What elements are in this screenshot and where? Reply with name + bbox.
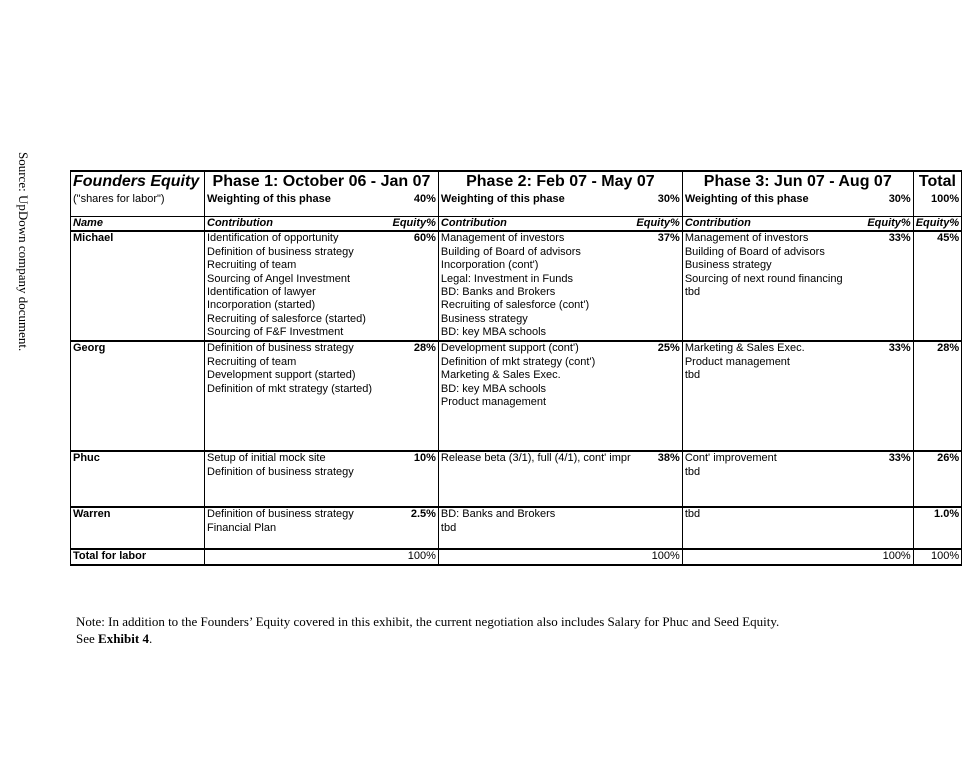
contribution-item: BD: key MBA schools — [440, 382, 547, 395]
col-header-contribution-3: Contribution — [682, 217, 865, 232]
contribution-item: Business strategy — [684, 259, 772, 272]
equity-cell — [865, 507, 913, 549]
contribution-item: Financial Plan — [207, 521, 277, 534]
contribution-item: Incorporation (started) — [207, 299, 316, 312]
row-name: Georg — [71, 341, 205, 451]
contribution-item: Incorporation (cont') — [440, 259, 539, 272]
contribution-item: Building of Board of advisors — [440, 245, 581, 258]
contribution-item: Definition of business strategy — [207, 508, 354, 521]
footnote-line-1: Note: In addition to the Founders’ Equity covered in this exhibit, the current negotiation also includes Salary for Phuc and Seed Equity. — [76, 614, 780, 629]
col-header-contribution-2: Contribution — [438, 217, 634, 232]
contribution-item: Definition of business strategy — [207, 342, 354, 355]
contribution-item: Definition of business strategy — [207, 245, 354, 258]
grand-total-cell: 100% — [913, 549, 961, 564]
source-note: Source: UpDown company document. — [16, 152, 31, 352]
contribution-cell — [205, 507, 391, 549]
equity-cell: 38% — [634, 451, 682, 507]
phase-2-weighting: 30% — [634, 192, 682, 206]
footnote-see: See — [76, 631, 99, 646]
contribution-item: Development support (started) — [207, 369, 356, 382]
equity-cell: 28% — [391, 341, 439, 451]
footnote-line-2 — [76, 630, 936, 647]
contribution-item: Management of investors — [440, 232, 565, 245]
col-header-contribution-1: Contribution — [205, 217, 391, 232]
contribution-item: Recruiting of team — [207, 355, 297, 368]
total-row — [71, 549, 962, 564]
row-name: Phuc — [71, 451, 205, 507]
contribution-item: BD: Banks and Brokers — [440, 508, 556, 521]
total-equity-cell: 45% — [913, 231, 961, 341]
col-header-name: Name — [71, 217, 205, 232]
table-title: Founders Equity — [71, 171, 205, 192]
equity-cell: 33% — [865, 451, 913, 507]
contribution-cell — [438, 231, 634, 341]
total-equity-cell: 28% — [913, 341, 961, 451]
contribution-item: Release beta (3/1), full (4/1), cont' impr — [440, 452, 631, 465]
total-equity-cell: 1.0% — [913, 507, 961, 549]
contribution-cell — [205, 231, 391, 341]
contribution-item: Recruiting of team — [207, 259, 297, 272]
exhibit-reference: Exhibit 4 — [98, 631, 149, 646]
col-header-equity-2: Equity% — [634, 217, 682, 232]
contribution-item: tbd — [684, 369, 701, 382]
equity-cell: 33% — [865, 341, 913, 451]
equity-cell: 10% — [391, 451, 439, 507]
contribution-item: Identification of lawyer — [207, 286, 316, 299]
contribution-item: Business strategy — [440, 312, 528, 325]
footnote-period: . — [148, 631, 153, 646]
contribution-item: tbd — [440, 521, 457, 534]
col-header-equity-total: Equity% — [913, 217, 961, 232]
contribution-item: BD: key MBA schools — [440, 326, 547, 339]
contribution-item: Identification of opportunity — [207, 232, 339, 245]
col-header-equity-3: Equity% — [865, 217, 913, 232]
contribution-cell — [682, 231, 865, 341]
contribution-cell — [682, 451, 865, 507]
equity-cell: 60% — [391, 231, 439, 341]
table-row — [71, 451, 962, 507]
founders-equity-table — [70, 170, 962, 566]
row-name: Warren — [71, 507, 205, 549]
contribution-item: tbd — [684, 508, 701, 521]
contribution-item: Management of investors — [684, 232, 809, 245]
contribution-item: Definition of mkt strategy (started) — [207, 382, 373, 395]
contribution-item: Recruiting of salesforce (started) — [207, 312, 366, 325]
total-weighting: 100% — [913, 192, 961, 206]
contribution-cell — [438, 451, 634, 507]
table-row — [71, 231, 962, 341]
equity-cell — [634, 507, 682, 549]
phase-2-header: Phase 2: Feb 07 - May 07 — [438, 171, 682, 192]
contribution-cell — [438, 341, 634, 451]
contribution-item: Marketing & Sales Exec. — [440, 369, 561, 382]
contribution-cell — [682, 341, 865, 451]
phase-total-cell: 100% — [205, 549, 439, 564]
col-header-equity-1: Equity% — [391, 217, 439, 232]
phase-1-weighting-label: Weighting of this phase — [207, 193, 331, 205]
contribution-item: Product management — [440, 396, 547, 409]
phase-2-weighting-label: Weighting of this phase — [440, 193, 565, 205]
contribution-item: Product management — [684, 355, 790, 368]
table-subtitle: ("shares for labor") — [71, 192, 205, 206]
equity-cell: 33% — [865, 231, 913, 341]
row-name: Michael — [71, 231, 205, 341]
contribution-item: Sourcing of F&F Investment — [207, 326, 344, 339]
contribution-item: BD: Banks and Brokers — [440, 286, 556, 299]
phase-1-weighting: 40% — [391, 192, 439, 206]
contribution-item: Definition of business strategy — [207, 465, 354, 478]
contribution-item: Sourcing of next round financing — [684, 272, 843, 285]
contribution-item: tbd — [684, 465, 701, 478]
total-equity-cell: 26% — [913, 451, 961, 507]
equity-cell: 37% — [634, 231, 682, 341]
total-header: Total — [913, 171, 961, 192]
contribution-cell — [205, 451, 391, 507]
contribution-cell — [205, 341, 391, 451]
phase-3-weighting-label: Weighting of this phase — [684, 193, 809, 205]
footnote — [76, 613, 936, 647]
phase-total-cell: 100% — [438, 549, 682, 564]
contribution-item: tbd — [684, 286, 701, 299]
contribution-item: Cont' improvement — [684, 452, 777, 465]
equity-cell: 2.5% — [391, 507, 439, 549]
table-row — [71, 507, 962, 549]
total-row-label: Total for labor — [71, 549, 205, 564]
contribution-item: Development support (cont') — [440, 342, 579, 355]
contribution-item: Legal: Investment in Funds — [440, 272, 573, 285]
table-row — [71, 341, 962, 451]
contribution-item: Recruiting of salesforce (cont') — [440, 299, 590, 312]
contribution-item: Setup of initial mock site — [207, 452, 326, 465]
contribution-item: Building of Board of advisors — [684, 245, 825, 258]
contribution-item: Definition of mkt strategy (cont') — [440, 355, 596, 368]
equity-cell: 25% — [634, 341, 682, 451]
phase-3-header: Phase 3: Jun 07 - Aug 07 — [682, 171, 913, 192]
phase-3-weighting: 30% — [865, 192, 913, 206]
contribution-item: Sourcing of Angel Investment — [207, 272, 351, 285]
contribution-cell — [682, 507, 865, 549]
contribution-cell — [438, 507, 634, 549]
phase-1-header: Phase 1: October 06 - Jan 07 — [205, 171, 439, 192]
phase-total-cell: 100% — [682, 549, 913, 564]
contribution-item: Marketing & Sales Exec. — [684, 342, 805, 355]
